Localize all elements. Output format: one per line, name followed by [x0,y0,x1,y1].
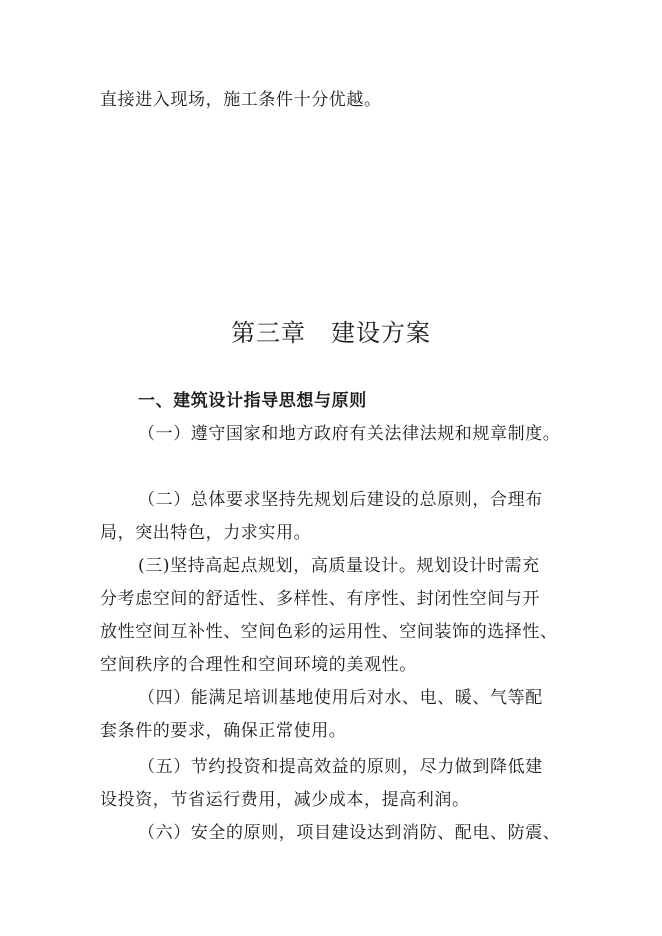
paragraph-4-line-2: 套条件的要求，确保正常使用。 [100,721,347,741]
chapter-title: 第三章 建设方案 [231,319,431,347]
paragraph-3-line-4: 空间秩序的合理性和空间环境的美观性。 [100,655,417,675]
paragraph-3-line-2: 分考虑空间的舒适性、多样性、有序性、封闭性空间与开 [100,589,540,609]
paragraph-4-line-1: （四）能满足培训基地使用后对水、电、暖、气等配 [138,688,543,708]
intro-line: 直接进入现场，施工条件十分优越。 [100,90,382,110]
paragraph-3-line-3: 放性空间互补性、空间色彩的运用性、空间装饰的选择性、 [100,622,558,642]
section-heading: 一、建筑设计指导思想与原则 [138,391,367,411]
paragraph-1-line-1: （一）遵守国家和地方政府有关法律法规和规章制度。 [138,424,561,444]
paragraph-2-line-1: （二）总体要求坚持先规划后建设的总原则，合理布 [138,490,543,510]
paragraph-2-line-2: 局，突出特色，力求实用。 [100,523,312,543]
paragraph-5-line-1: （五）节约投资和提高效益的原则，尽力做到降低建 [138,757,543,777]
paragraph-5-line-2: 设投资，节省运行费用，减少成本，提高利润。 [100,790,470,810]
paragraph-6-line-1: （六）安全的原则，项目建设达到消防、配电、防震、 [138,823,561,843]
paragraph-3-line-1: (三)坚持高起点规划，高质量设计。规划设计时需充 [138,556,540,576]
